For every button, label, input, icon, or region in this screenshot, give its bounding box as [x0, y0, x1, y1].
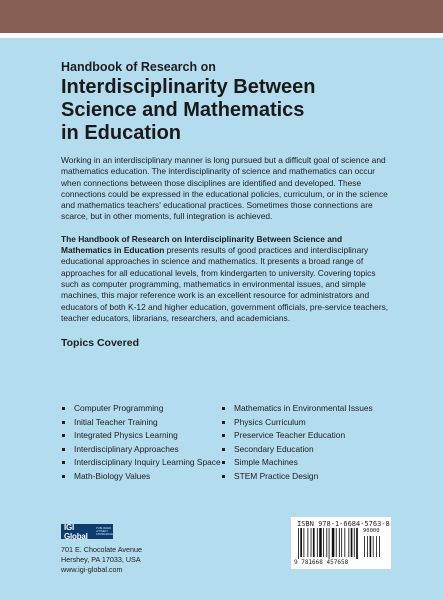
intro-paragraph: Working in an interdisciplinary manner is long pursued but a difficult goal of science and mathematics education. The interdisciplinarity of science and mathematics can occur when connections between those disciplines are identified and developed. These connections could be expressed in the educational policies, curriculum, or in the science and mathematics teachers' educational practices. Sometimes those connections are scarce, but in other moments, full integration is achieved. — [61, 155, 388, 222]
topic-item: Computer Programming — [61, 402, 221, 416]
barcode-box — [291, 517, 391, 569]
description-paragraph — [61, 234, 391, 324]
topic-item: Mathematics in Environmental Issues — [221, 402, 401, 416]
top-color-band — [0, 0, 443, 33]
topic-item: Interdisciplinary Inquiry Learning Space — [61, 456, 221, 470]
topic-item: Integrated Physics Learning — [61, 429, 221, 443]
topic-item: STEM Practice Design — [221, 470, 401, 484]
address-line-1: 701 E. Chocolate Avenue — [61, 545, 142, 554]
topic-item: Initial Teacher Training — [61, 416, 221, 430]
top-white-stripe — [0, 33, 443, 38]
topic-item: Secondary Education — [221, 443, 401, 457]
topic-item: Preservice Teacher Education — [221, 429, 401, 443]
publisher-logo — [61, 524, 113, 539]
description-bold-title: The Handbook of Research on Interdisciplinarity Between Science and Mathematics in Education — [61, 233, 343, 256]
topics-list — [61, 402, 401, 483]
topic-item: Simple Machines — [221, 456, 401, 470]
address-line-2: Hershey, PA 17033, USA — [61, 555, 141, 564]
topics-heading: Topics Covered — [61, 337, 139, 350]
publisher-address — [61, 545, 142, 575]
topic-item: Interdisciplinary Approaches — [61, 443, 221, 457]
topic-item: Math-Biology Values — [61, 470, 221, 484]
barcode-number: 9 781668 457658 — [294, 559, 349, 566]
barcode-addon-number: 90000 — [363, 528, 380, 534]
book-pretitle: Handbook of Research on — [61, 60, 216, 74]
topics-column-2 — [221, 402, 401, 483]
book-title-line-1: Interdisciplinarity Between — [61, 76, 316, 98]
book-title-line-3: in Education — [61, 122, 181, 144]
isbn-text: ISBN 978-1-6684-5763-8 — [297, 520, 390, 528]
book-title — [61, 76, 391, 145]
publisher-logo-name: IGI Global — [64, 524, 88, 539]
book-title-line-2: Science and Mathematics — [61, 99, 305, 121]
topics-column-1 — [61, 402, 221, 483]
topic-item: Physics Curriculum — [221, 416, 401, 430]
publisher-logo-tagline: PUBLISHER of TIMELY KNOWLEDGE — [96, 527, 113, 536]
publisher-website: www.igi-global.com — [61, 565, 123, 574]
description-body: presents results of good practices and interdisciplinary educational approaches in science and mathematics. It presents a broad range of approaches for all educational levels, from kindergarten to university. Covering topics such as computer programming, mathematics in environmental issues, and simple machines, this major reference work is an excellent resource for administrators and educators of both K-12 and higher education, government officials, pre-service teachers, teacher educators, librarians, researchers, and academicians. — [61, 245, 389, 323]
cover-content — [61, 60, 391, 349]
